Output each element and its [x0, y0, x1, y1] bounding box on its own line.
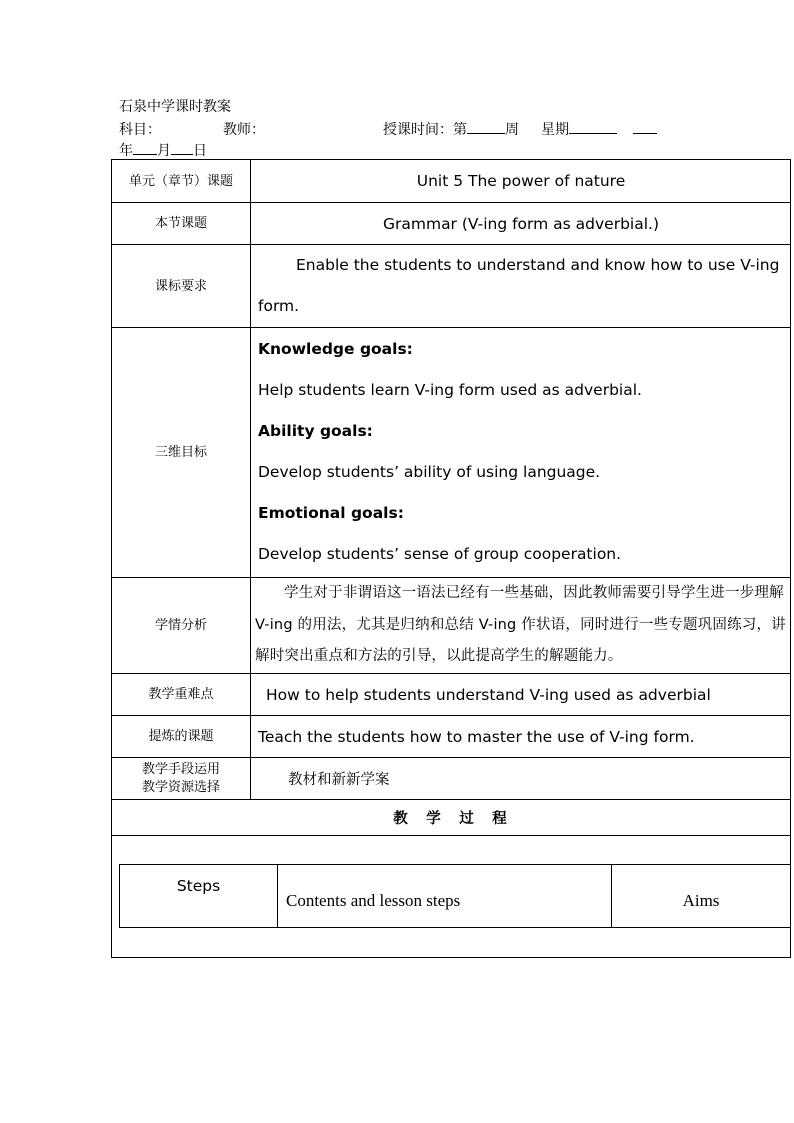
label-lesson: 本节课题 [112, 203, 251, 244]
row-refined [112, 716, 790, 758]
label-refined: 提炼的课题 [112, 716, 251, 757]
label-methods-line-2: 教学资源选择 [141, 779, 220, 795]
label-methods-line-1: 教学手段运用 [141, 761, 220, 777]
lesson-plan-table [111, 159, 791, 958]
row-standard [112, 245, 790, 328]
month-label: 月 [157, 143, 171, 159]
value-standard: Enable the students to understand and know how to use V-ing form. [258, 256, 780, 315]
value-key-points: How to help students understand V-ing used as adverbial [266, 685, 711, 704]
value-analysis: 学生对于非谓语这一语法已经有一些基础，因此教师需要引导学生进一步理解 V-ing 的用法，尤其是归纳和总结 V-ing 作状语，同时进行一些专题巩固练习，讲解时突出重点和方法的引导，以此提高学生的解题能力。 [255, 585, 786, 664]
row-methods [112, 758, 790, 800]
row-analysis [112, 578, 790, 674]
header-line-2 [119, 119, 657, 139]
label-unit: 单元（章节）课题 [112, 160, 251, 202]
value-methods: 教材和新新学案 [288, 772, 390, 788]
time-label: 授课时间：第 [383, 122, 467, 138]
day-label: 日 [193, 143, 207, 159]
steps-header: Steps [120, 865, 278, 927]
row-key-points [112, 674, 790, 716]
row-lesson [112, 203, 790, 245]
label-goals: 三维目标 [112, 328, 251, 577]
aims-header: Aims [682, 891, 720, 910]
weekday-blank [569, 119, 617, 134]
process-title: 教 学 过 程 [112, 800, 790, 836]
process-header-table [119, 864, 791, 928]
value-refined: Teach the students how to master the use of V-ing form. [258, 727, 695, 746]
contents-header: Contents and lesson steps [278, 865, 612, 927]
value-unit: Unit 5 The power of nature [416, 172, 626, 190]
ability-goals-title: Ability goals: [258, 422, 373, 440]
emotional-goals-text: Develop students’ sense of group cooperation. [258, 545, 622, 563]
label-methods [112, 758, 251, 799]
week-number-blank [467, 119, 505, 134]
value-lesson: Grammar (V-ing form as adverbial.) [382, 214, 660, 233]
row-unit [112, 160, 790, 203]
ability-goals-text: Develop students’ ability of using language. [258, 463, 601, 481]
week-label: 周 [505, 122, 519, 138]
knowledge-goals-text: Help students learn V-ing form used as adverbial. [258, 381, 642, 399]
emotional-goals-title: Emotional goals: [258, 504, 404, 522]
label-standard: 课标要求 [112, 245, 251, 327]
extra-blank [633, 119, 657, 134]
month-blank [133, 140, 157, 155]
row-goals [112, 328, 790, 578]
header-line-3 [119, 140, 207, 160]
label-analysis: 学情分析 [112, 578, 251, 673]
subject-label: 科目： [119, 122, 161, 138]
value-goals [258, 328, 784, 577]
label-key-points: 教学重难点 [112, 674, 251, 715]
day-blank [171, 140, 193, 155]
year-label: 年 [119, 143, 133, 159]
weekday-label: 星期 [541, 122, 569, 138]
school-name: 石泉中学课时教案 [119, 99, 231, 115]
teacher-label: 教师： [223, 122, 265, 138]
knowledge-goals-title: Knowledge goals: [258, 340, 413, 358]
